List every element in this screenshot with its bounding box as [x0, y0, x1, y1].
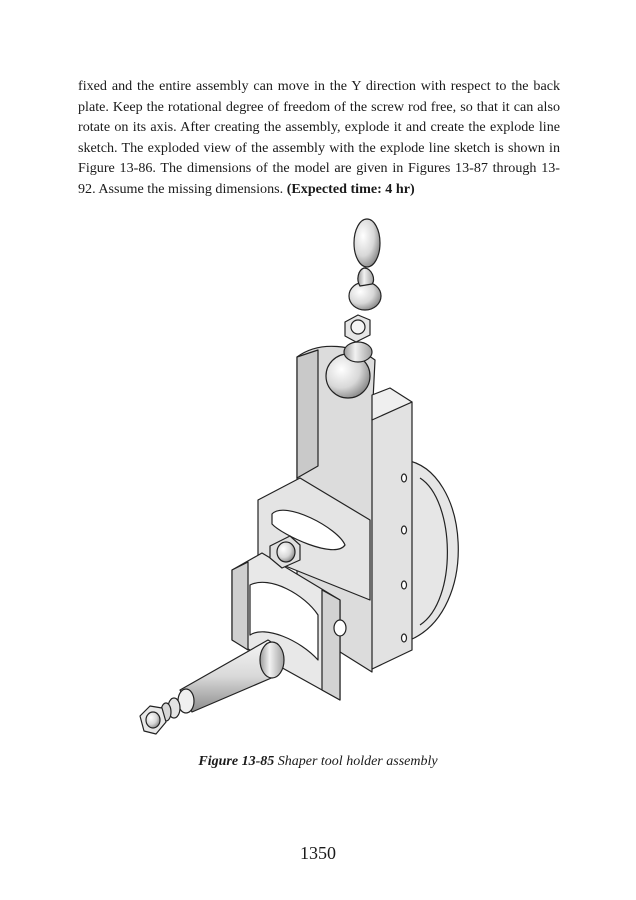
figure-caption-text: Shaper tool holder assembly — [277, 754, 438, 769]
shaper-tool-holder-illustration — [125, 214, 485, 744]
body-paragraph-text: fixed and the entire assembly can move in the Y direction with respect to the back plate. Keep the rotational degree of freedom of the screw rod free, so that it can also rotate on its axis. After creating the assembly, explode it and create the explode line sketch. The exploded view of the assembly with the explode line sketch is shown in Figure 13-86. The dimensions of the model are given in Figures 13-87 through 13-92. Assume the missing dimensions. — [78, 78, 560, 197]
page-number: 1350 — [300, 843, 336, 863]
figure-label: Figure 13-85 — [198, 754, 275, 769]
expected-time: (Expected time: 4 hr) — [286, 180, 415, 197]
figure-caption — [0, 754, 636, 770]
body-paragraph — [78, 76, 560, 199]
